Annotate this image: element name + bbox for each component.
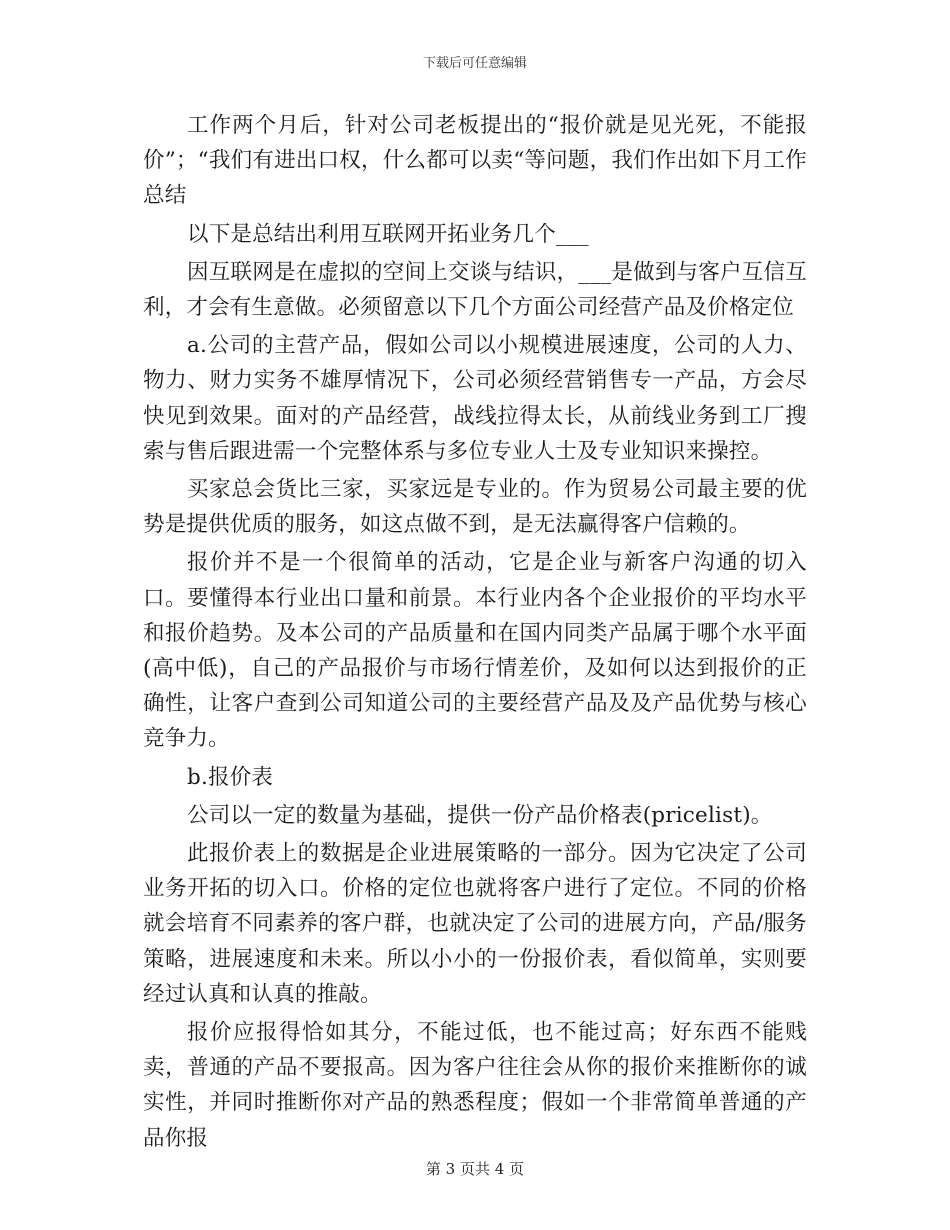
paragraph-6: 报价并不是一个很简单的活动，它是企业与新客户沟通的切入口。要懂得本行业出口量和前景。本行业内各个企业报价的平均水平和报价趋势。及本公司的产品质量和在国内同类产品属于哪个水平面(高中低)，自己的产品报价与市场行情差价，及如何以达到报价的正确性，让客户查到公司知道公司的主要经营产品及及产品优势与核心竞争力。 — [143, 550, 807, 752]
paragraph-5: 买家总会货比三家，买家远是专业的。作为贸易公司最主要的优势是提供优质的服务，如这点做不到，是无法赢得客户信赖的。 — [143, 477, 807, 538]
paragraph-2: 以下是总结出利用互联网开拓业务几个___ — [187, 221, 589, 247]
page-footer: 第 3 页共 4 页 — [425, 1160, 525, 1178]
paragraph-10: 报价应报得恰如其分，不能过低，也不能过高；好东西不能贱卖，普通的产品不要报高。因为客户往往会从你的报价来推断你的诚实性，并同时推断你对产品的熟悉程度；假如一个非常简单普通的产品你报 — [143, 1020, 807, 1151]
document-body — [143, 108, 807, 1159]
paragraph-4: a.公司的主营产品，假如公司以小规模进展速度，公司的人力、物力、财力实务不雄厚情况下，公司必须经营销售专一产品，方会尽快见到效果。面对的产品经营，战线拉得太长，从前线业务到工厂搜索与售后跟进需一个完整体系与多位专业人士及专业知识来操控。 — [143, 333, 807, 464]
page-header: 下载后可任意编辑 — [422, 56, 527, 71]
paragraph-7: b.报价表 — [187, 764, 274, 790]
paragraph-1: 工作两个月后，针对公司老板提出的“报价就是见光死，不能报价”；“我们有进出口权，什么都可以卖“等问题，我们作出如下月工作总结 — [143, 113, 807, 209]
paragraph-9: 此报价表上的数据是企业进展策略的一部分。因为它决定了公司业务开拓的切入口。价格的定位也就将客户进行了定位。不同的价格就会培育不同素养的客户群，也就决定了公司的进展方向，产品/服务策略，进展速度和未来。所以小小的一份报价表，看似简单，实则要经过认真和认真的推敲。 — [143, 841, 807, 1007]
paragraph-8: 公司以一定的数量为基础，提供一份产品价格表(pricelist)。 — [187, 802, 773, 828]
paragraph-3: 因互联网是在虚拟的空间上交谈与结识，___是做到与客户互信互利，才会有生意做。必须留意以下几个方面公司经营产品及价格定位 — [143, 259, 807, 321]
